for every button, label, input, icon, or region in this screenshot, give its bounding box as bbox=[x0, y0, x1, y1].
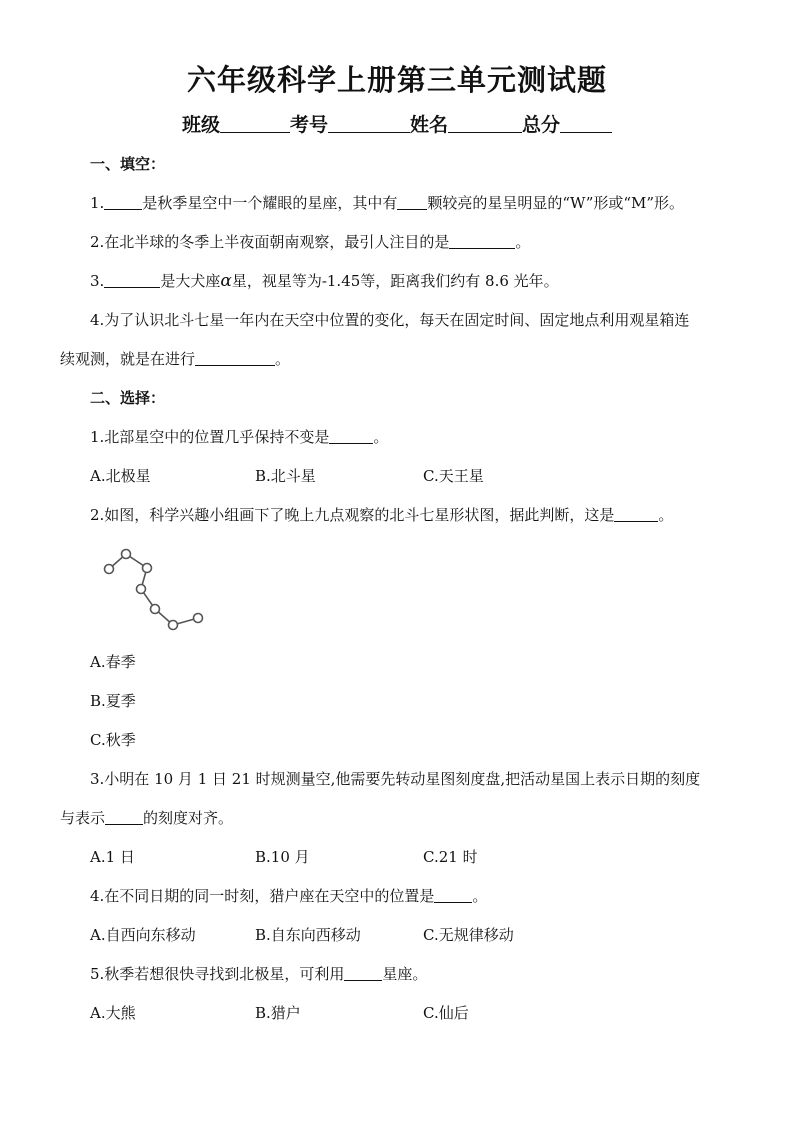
score-blank[interactable] bbox=[560, 114, 612, 133]
choice-question-2 bbox=[90, 505, 673, 525]
fill-q1-blank-1[interactable] bbox=[104, 194, 142, 210]
fill-question-3 bbox=[90, 271, 559, 291]
choice-question-4 bbox=[90, 886, 487, 906]
choice-q3-blank[interactable] bbox=[105, 809, 143, 825]
choice-q2-stem: 2.如图，科学兴趣小组画下了晚上九点观察的北斗七星形状图，据此判断，这是 bbox=[90, 506, 615, 524]
fill-q3-number: 3. bbox=[90, 272, 105, 290]
fill-q2-blank[interactable] bbox=[449, 233, 515, 249]
page-title: 六年级科学上册第三单元测试题 bbox=[186, 63, 607, 97]
choice-q3-option-c[interactable]: C.21 时 bbox=[423, 848, 478, 866]
exam-no-blank[interactable] bbox=[328, 114, 410, 133]
alpha-symbol: α bbox=[220, 271, 232, 291]
choice-q2-option-c[interactable]: C.秋季 bbox=[90, 731, 136, 749]
section-choice-heading: 二、选择： bbox=[90, 389, 166, 407]
star-2 bbox=[122, 550, 131, 559]
choice-q4-option-b[interactable]: B.自东向西移动 bbox=[255, 926, 361, 944]
choice-q3-text-2: 的刻度对齐。 bbox=[143, 809, 234, 827]
fill-q1-number: 1. bbox=[90, 194, 105, 212]
choice-q5-end: 星座。 bbox=[382, 965, 428, 983]
fill-question-4-line-2 bbox=[60, 349, 290, 369]
score-label: 总分 bbox=[522, 114, 561, 136]
fill-q3-blank[interactable] bbox=[104, 272, 160, 288]
star-1 bbox=[105, 565, 114, 574]
choice-q2-option-a[interactable]: A.春季 bbox=[90, 653, 136, 671]
fill-q2-end: 。 bbox=[515, 233, 531, 251]
fill-q1-text-1: 是秋季星空中一个耀眼的星座，其中有 bbox=[142, 194, 398, 212]
choice-q2-end: 。 bbox=[658, 506, 674, 524]
star-4 bbox=[137, 585, 146, 594]
choice-q2-blank[interactable] bbox=[614, 506, 658, 522]
star-5 bbox=[151, 605, 160, 614]
star-6 bbox=[169, 621, 178, 630]
fill-q3-text-2: 星，视星等为-1.45等，距离我们约有 8.6 光年。 bbox=[231, 272, 559, 290]
choice-q4-option-c[interactable]: C.无规律移动 bbox=[423, 926, 514, 944]
name-blank[interactable] bbox=[448, 114, 522, 133]
choice-q3-option-b[interactable]: B.10 月 bbox=[255, 848, 310, 866]
choice-question-3-line-1: 3.小明在 10 月 1 日 21 时规测量空,他需要先转动星图刻度盘,把活动星国上表示日期的刻度 bbox=[90, 770, 701, 788]
class-label: 班级 bbox=[181, 114, 220, 136]
choice-question-1 bbox=[90, 427, 388, 447]
fill-q4-end: 。 bbox=[275, 350, 291, 368]
fill-question-4-line-1: 4.为了认识北斗七星一年内在天空中位置的变化，每天在固定时间、固定地点利用观星箱连 bbox=[90, 311, 690, 329]
fill-q3-text-1: 是大犬座 bbox=[160, 272, 221, 290]
name-label: 姓名 bbox=[410, 114, 449, 136]
fill-q2-text: 2.在北半球的冬季上半夜面朝南观察，最引人注目的是 bbox=[90, 233, 450, 251]
fill-q4-text: 续观测，就是在进行 bbox=[60, 350, 196, 368]
fill-question-2 bbox=[90, 232, 530, 252]
section-fill-heading: 一、填空： bbox=[90, 155, 166, 173]
star-7 bbox=[194, 614, 203, 623]
student-info-row bbox=[0, 110, 794, 137]
choice-question-5 bbox=[90, 964, 427, 984]
choice-q1-blank[interactable] bbox=[329, 428, 373, 444]
big-dipper-diagram bbox=[98, 546, 213, 636]
choice-q1-end: 。 bbox=[373, 428, 389, 446]
star-3 bbox=[143, 564, 152, 573]
choice-q5-option-b[interactable]: B.猎户 bbox=[255, 1004, 301, 1022]
choice-q3-text-1: 与表示 bbox=[60, 809, 106, 827]
choice-q1-option-c[interactable]: C.天王星 bbox=[423, 467, 484, 485]
choice-q3-option-a[interactable]: A.1 日 bbox=[90, 848, 135, 866]
choice-question-3-line-2 bbox=[60, 808, 233, 828]
choice-q5-option-a[interactable]: A.大熊 bbox=[90, 1004, 136, 1022]
choice-q2-option-b[interactable]: B.夏季 bbox=[90, 692, 136, 710]
choice-q4-option-a[interactable]: A.自西向东移动 bbox=[90, 926, 196, 944]
choice-q1-option-a[interactable]: A.北极星 bbox=[90, 467, 151, 485]
fill-q1-blank-2[interactable] bbox=[397, 194, 427, 210]
big-dipper-lines bbox=[109, 554, 198, 625]
choice-q1-option-b[interactable]: B.北斗星 bbox=[255, 467, 316, 485]
choice-q5-stem: 5.秋季若想很快寻找到北极星，可利用 bbox=[90, 965, 345, 983]
choice-q5-blank[interactable] bbox=[344, 965, 382, 981]
choice-q4-blank[interactable] bbox=[434, 887, 472, 903]
exam-no-label: 考号 bbox=[289, 114, 328, 136]
choice-q4-end: 。 bbox=[472, 887, 488, 905]
choice-q4-stem: 4.在不同日期的同一时刻，猎户座在天空中的位置是 bbox=[90, 887, 435, 905]
choice-q1-stem: 1.北部星空中的位置几乎保持不变是 bbox=[90, 428, 330, 446]
class-blank[interactable] bbox=[220, 114, 290, 133]
fill-q4-blank[interactable] bbox=[195, 350, 275, 366]
fill-question-1 bbox=[90, 193, 684, 213]
choice-q5-option-c[interactable]: C.仙后 bbox=[423, 1004, 469, 1022]
fill-q1-text-2: 颗较亮的星呈明显的“W”形或“M”形。 bbox=[427, 194, 685, 212]
